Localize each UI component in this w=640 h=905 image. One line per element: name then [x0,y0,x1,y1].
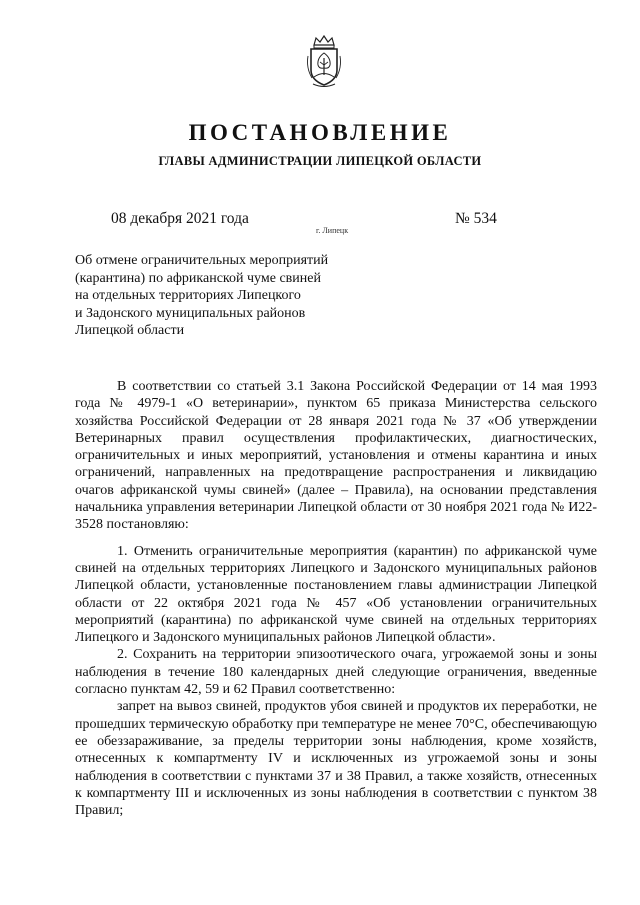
document-date: 08 декабря 2021 года [111,210,249,227]
document-number: № 534 [455,210,497,227]
document-body [75,378,597,819]
document-title: ПОСТАНОВЛЕНИЕ [188,120,452,145]
document-subtitle: ГЛАВЫ АДМИНИСТРАЦИИ ЛИПЕЦКОЙ ОБЛАСТИ [158,154,482,168]
coat-of-arms-icon [303,34,345,90]
body-paragraph-item-1: 1. Отменить ограничительные мероприятия (карантин) по африканской чуме свиней на отдельных территориях Липецкого и Задонского муниципальных районов Липецкой области, установленные постановлением главы администрации Липецкой области от 22 октября 2021 года № 457 «Об установлении ограничительных мероприятий (карантина) по африканской чуме свиней на отдельных территориях Липецкого и Задонского муниципальных районов Липецкой области». [75,543,597,646]
subject-line: (карантина) по африканской чуме свиней [75,270,321,286]
body-paragraph-restriction: запрет на вывоз свиней, продуктов убоя свиней и продуктов их переработки, не прошедших термическую обработку при температуре не менее 70°С, обеспечивающую ее обеззараживание, за пределы территории зоны наблюдения, кроме хозяйств, отнесенных к компартменту IV и исключенных из угрожаемой зоны и зоны наблюдения в соответствии с пунктами 37 и 38 Правил, а также хозяйств, отнесенных к компартменту III и исключенных из зоны наблюдения в соответствии с пунктом 38 Правил; [75,699,598,819]
subject-line: Липецкой области [75,323,185,338]
subject-line: и Задонского муниципальных районов [75,305,306,321]
body-paragraph-preamble: В соответствии со статьей 3.1 Закона Российской Федерации от 14 мая 1993 года № 4979-1 «О ветеринарии», пунктом 65 приказа Министерства сельского хозяйства Российской Федерации от 28 января 2021 года № 37 «Об утверждении Ветеринарных правил осуществления профилактических, диагностических, ограничительных и иных мероприятий, установления и отмены карантина и иных ограничений, направленных на предотвращение распространения и ликвидацию очагов африканской чумы свиней» (далее – Правила), на основании представления начальника управления ветеринарии Липецкой области от 30 ноября 2021 года № И22-3528 постановляю: [75,379,597,533]
subject-line: Об отмене ограничительных мероприятий [75,253,329,268]
subject-line: на отдельных территориях Липецкого [75,288,301,303]
body-paragraph-item-2: 2. Сохранить на территории эпизоотического очага, угрожаемой зоны и зоны наблюдения в течение 180 календарных дней следующие ограничения, введенные согласно пунктам 42, 59 и 62 Правил соответственно: [75,647,597,698]
document-subject [75,252,405,340]
document-city: г. Липецк [316,226,349,235]
